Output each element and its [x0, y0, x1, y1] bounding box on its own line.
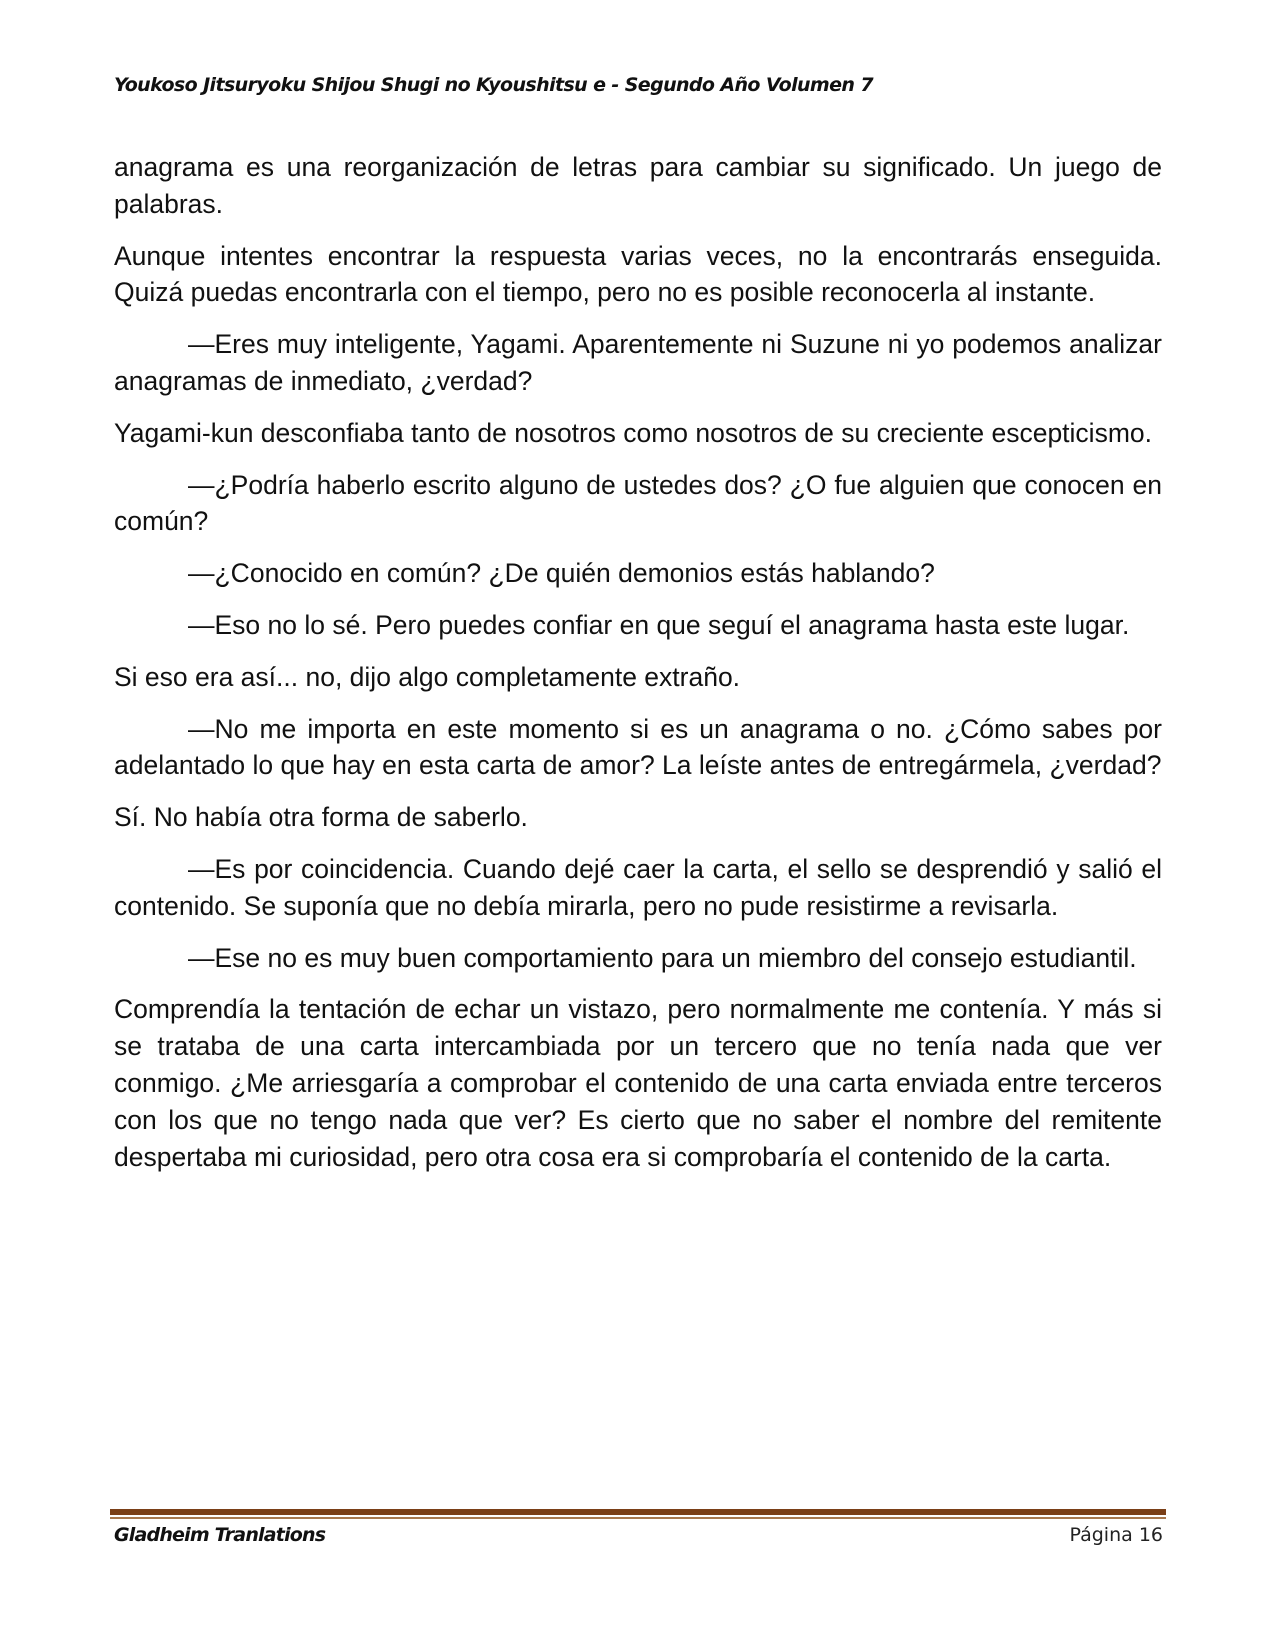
footer-divider-thin: [110, 1517, 1166, 1519]
page-body: [114, 149, 1162, 1190]
running-header: Youkoso Jitsuryoku Shijou Shugi no Kyoushitsu e - Segundo Año Volumen 7: [114, 74, 873, 96]
footer-divider: [110, 1509, 1166, 1515]
paragraph: —¿Podría haberlo escrito alguno de ustedes dos? ¿O fue alguien que conocen en común?: [114, 469, 1162, 537]
publisher-name: Gladheim Tranlations: [114, 1524, 326, 1546]
page-label: Página: [1069, 1524, 1133, 1546]
paragraph: Si eso era así... no, dijo algo completamente extraño.: [114, 661, 741, 692]
paragraph: —Eres muy inteligente, Yagami. Aparentemente ni Suzune ni yo podemos analizar anagramas de inmediato, ¿verdad?: [114, 329, 1162, 396]
paragraph: Aunque intentes encontrar la respuesta varias veces, no la encontrarás enseguida. Quizá puedas encontrarla con el tiempo, pero no es posible reconocerla al instante.: [114, 240, 1162, 308]
page-number-value: 16: [1138, 1524, 1163, 1546]
paragraph: —Es por coincidencia. Cuando dejé caer la carta, el sello se desprendió y salió el contenido. Se suponía que no debía mirarla, pero no pude resistirme a revisarla.: [114, 853, 1162, 921]
paragraph: —¿Conocido en común? ¿De quién demonios estás hablando?: [188, 558, 935, 589]
paragraph: Yagami-kun desconfiaba tanto de nosotros como nosotros de su creciente escepticismo.: [114, 417, 1152, 448]
paragraph: —Eso no lo sé. Pero puedes confiar en que seguí el anagrama hasta este lugar.: [188, 609, 1130, 640]
paragraph: Sí. No había otra forma de saberlo.: [114, 802, 528, 833]
paragraph: —Ese no es muy buen comportamiento para un miembro del consejo estudiantil.: [188, 942, 1137, 973]
paragraph: anagrama es una reorganización de letras para cambiar su significado. Un juego de palabras.: [114, 152, 1162, 219]
paragraph: —No me importa en este momento si es un anagrama o no. ¿Cómo sabes por adelantado lo que hay en esta carta de amor? La leíste antes de entregármela, ¿verdad?: [114, 713, 1162, 781]
paragraph: Comprendía la tentación de echar un vistazo, pero normalmente me contenía. Y más si se trataba de una carta intercambiada por un tercero que no tenía nada que ver conmigo. ¿Me arriesgaría a comprobar el contenido de una carta enviada entre terceros con los que no tengo nada que ver? Es cierto que no saber el nombre del remitente despertaba mi curiosidad, pero otra cosa era si comprobaría el contenido de la carta.: [114, 994, 1162, 1172]
page-number: [1069, 1524, 1163, 1546]
